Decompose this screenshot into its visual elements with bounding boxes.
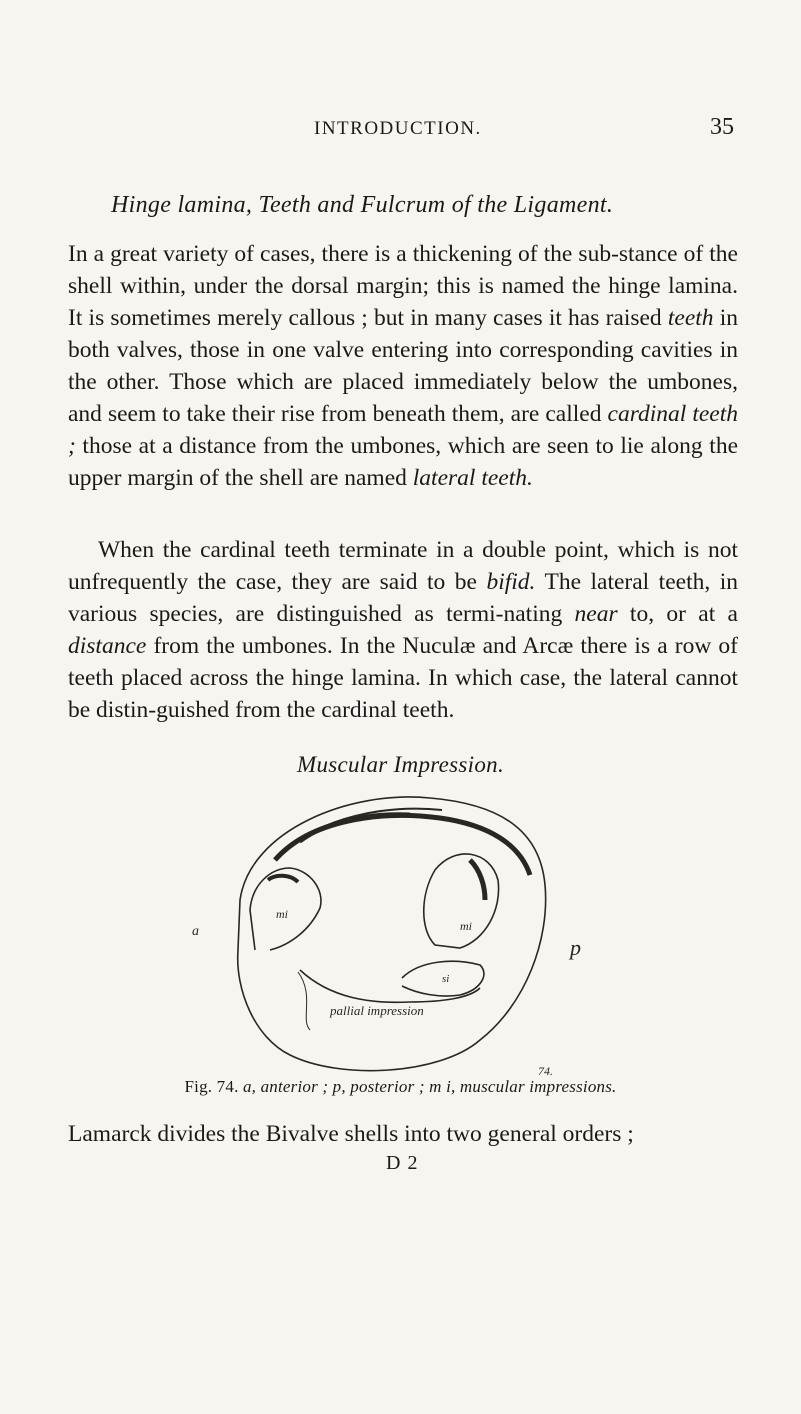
label-p: p [570, 935, 581, 960]
text-run: The lateral teeth, in various species, are distinguished as termi-nating [68, 569, 738, 627]
text-run: from the umbones. In the Nuculæ and Arcæ there is a row of teeth placed across the hinge lamina. In which case, the lateral cannot be distin-guished from the cardinal teeth. [68, 633, 738, 723]
section-heading: Hinge lamina, Teeth and Fulcrum of the Ligament. [111, 192, 614, 218]
caption-text: a, anterior ; p, posterior ; m i, muscular impressions. [238, 1077, 617, 1096]
caption-label: Fig. 74. [184, 1077, 239, 1096]
label-pallial: pallial impression [330, 1003, 424, 1018]
shell-illustration [180, 790, 610, 1080]
closing-line: Lamarck divides the Bivalve shells into two general orders ; [68, 1121, 634, 1147]
running-title: INTRODUCTION. [314, 118, 482, 139]
italic-term: teeth [667, 305, 714, 331]
text-run: When the cardinal teeth terminate in a double point, which is not unfrequently the case, they are said to be [68, 537, 738, 595]
italic-term: bifid. [486, 569, 536, 595]
paragraph-hinge-lamina [68, 238, 738, 494]
paragraph-cardinal-teeth [68, 534, 738, 726]
text-run: in both valves, those in one valve entering into corresponding cavities in the other. Those which are placed immediately below the umbones, and seem to take their rise from beneath them, are called [68, 305, 738, 427]
italic-term: cardinal teeth ; [68, 401, 739, 459]
label-fig-number: 74. [538, 1064, 553, 1078]
label-mi-right: mi [460, 919, 472, 933]
label-si: si [442, 973, 450, 985]
label-mi-left: mi [276, 907, 288, 921]
signature-mark: D 2 [386, 1152, 419, 1174]
italic-term: near [574, 601, 618, 627]
italic-term: distance [68, 633, 147, 659]
text-run: those at a distance from the umbones, which are seen to lie along the upper margin of the shell are named [68, 433, 738, 491]
shell-figure [180, 790, 610, 1080]
page-number: 35 [710, 114, 734, 140]
label-a: a [192, 924, 199, 939]
italic-term: lateral teeth. [412, 465, 533, 491]
text-run: In a great variety of cases, there is a thickening of the sub-stance of the shell within, under the dorsal margin; this is named the hinge lamina. It is sometimes merely callous ; but in many cases it has raised [68, 241, 738, 331]
figure-heading: Muscular Impression. [296, 752, 505, 777]
text-run: to, or at a [617, 601, 738, 627]
pallial-line [300, 970, 480, 1002]
figure-caption [0, 1077, 801, 1097]
right-muscle-impression [424, 854, 499, 948]
